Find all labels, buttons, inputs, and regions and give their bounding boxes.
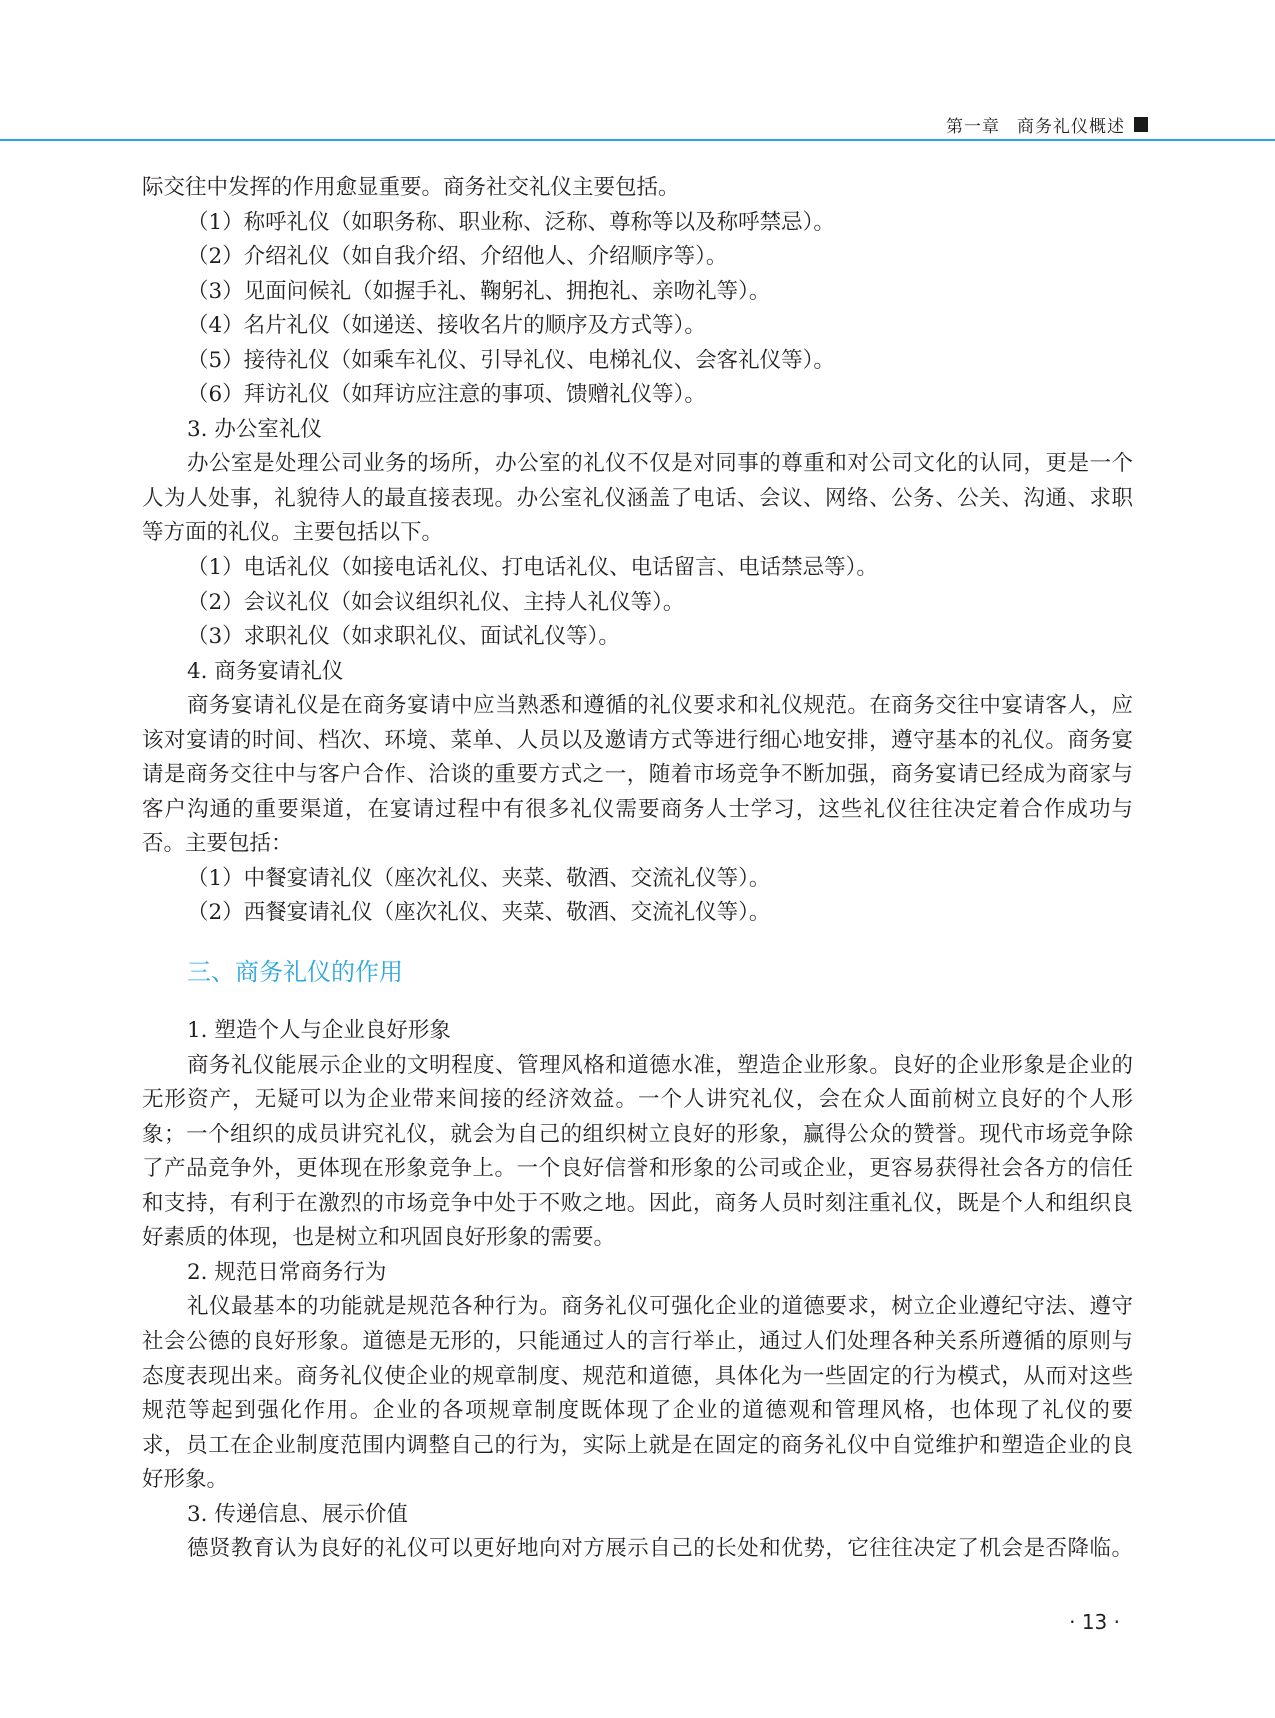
paragraph-line: 社会公德的良好形象。道德是无形的，只能通过人的言行举止，通过人们处理各种关系所遵循的原则与 (142, 1328, 1133, 1354)
paragraph-line: 商务礼仪能展示企业的文明程度、管理风格和道德水准，塑造企业形象。良好的企业形象是企业的 (187, 1052, 1133, 1078)
paragraph-line: 好素质的体现，也是树立和巩固良好形象的需要。 (142, 1225, 616, 1251)
list-item: （1）电话礼仪（如接电话礼仪、打电话礼仪、电话留言、电话禁忌等）。 (187, 555, 878, 581)
banquet-etiquette-block (142, 655, 1133, 931)
paragraph-continued (142, 171, 1133, 206)
paragraph-line: 否。主要包括： (142, 831, 293, 857)
page-body (142, 171, 1133, 1567)
chapter-label: 第一章 (946, 116, 1000, 137)
paragraph-line: 礼仪最基本的功能就是规范各种行为。商务礼仪可强化企业的道德要求，树立企业遵纪守法、遵守 (187, 1294, 1133, 1320)
subsection-heading: 2. 规范日常商务行为 (187, 1259, 387, 1285)
chapter-title: 商务礼仪概述 (1017, 116, 1125, 137)
list-item: （3）见面问候礼（如握手礼、鞠躬礼、拥抱礼、亲吻礼等）。 (187, 278, 771, 304)
paragraph-line: 德贤教育认为良好的礼仪可以更好地向对方展示自己的长处和优势，它往往决定了机会是否降临。 (187, 1536, 1133, 1562)
list-item: （1）称呼礼仪（如职务称、职业称、泛称、尊称等以及称呼禁忌）。 (187, 209, 835, 235)
paragraph-line: 等方面的礼仪。主要包括以下。 (142, 520, 444, 546)
paragraph-line: 客户沟通的重要渠道，在宴请过程中有很多礼仪需要商务人士学习，这些礼仪往往决定着合作成功与 (142, 796, 1133, 822)
paragraph-line: 了产品竞争外，更体现在形象竞争上。一个良好信誉和形象的公司或企业，更容易获得社会各方的信任 (142, 1156, 1133, 1182)
office-etiquette-block (142, 413, 1133, 655)
paragraph-line: 商务宴请礼仪是在商务宴请中应当熟悉和遵循的礼仪要求和礼仪规范。在商务交往中宴请客人，应 (187, 693, 1133, 719)
list-item: （6）拜访礼仪（如拜访应注意的事项、馈赠礼仪等）。 (187, 382, 706, 408)
paragraph-line: 办公室是处理公司业务的场所，办公室的礼仪不仅是对同事的尊重和对公司文化的认同，更是一个 (187, 451, 1133, 477)
subsection-heading: 1. 塑造个人与企业良好形象 (187, 1018, 451, 1044)
header-square-marker (1134, 117, 1148, 132)
section-heading: 三、商务礼仪的作用 (187, 958, 403, 987)
list-item: （5）接待礼仪（如乘车礼仪、引导礼仪、电梯礼仪、会客礼仪等）。 (187, 347, 835, 373)
value-display-block (142, 1498, 1133, 1567)
paragraph-line: 求，员工在企业制度范围内调整自己的行为，实际上就是在固定的商务礼仪中自觉维护和塑造企业的良 (142, 1432, 1133, 1458)
paragraph-line: 规范等起到强化作用。企业的各项规章制度既体现了企业的道德观和管理风格，也体现了礼仪的要 (142, 1398, 1133, 1424)
list-item: （4）名片礼仪（如递送、接收名片的顺序及方式等）。 (187, 313, 706, 339)
list-item: （2）西餐宴请礼仪（座次礼仪、夹菜、敬酒、交流礼仪等）。 (187, 900, 771, 926)
list-item: （2）介绍礼仪（如自我介绍、介绍他人、介绍顺序等）。 (187, 244, 728, 270)
list-item: （2）会议礼仪（如会议组织礼仪、主持人礼仪等）。 (187, 589, 685, 615)
paragraph-line: 态度表现出来。商务礼仪使企业的规章制度、规范和道德，具体化为一些固定的行为模式，从而对这些 (142, 1363, 1133, 1389)
list-item: （1）中餐宴请礼仪（座次礼仪、夹菜、敬酒、交流礼仪等）。 (187, 865, 771, 891)
paragraph-line: 和支持，有利于在激烈的市场竞争中处于不败之地。因此，商务人员时刻注重礼仪，既是个人和组织良 (142, 1190, 1133, 1216)
header-rule (0, 139, 1275, 141)
paragraph-line: 人为人处事，礼貌待人的最直接表现。办公室礼仪涵盖了电话、会议、网络、公务、公关、沟通、求职 (142, 485, 1133, 511)
image-building-block (142, 1014, 1133, 1256)
social-etiquette-list (142, 206, 1133, 413)
subsection-heading: 4. 商务宴请礼仪 (187, 658, 344, 684)
behavior-norms-block (142, 1256, 1133, 1498)
paragraph-line: 该对宴请的时间、档次、环境、菜单、人员以及邀请方式等进行细心地安排，遵守基本的礼仪。商务宴 (142, 727, 1133, 753)
paragraph-line: 好形象。 (142, 1467, 229, 1493)
list-item: （3）求职礼仪（如求职礼仪、面试礼仪等）。 (187, 624, 620, 650)
paragraph-line: 象；一个组织的成员讲究礼仪，就会为自己的组织树立良好的形象，赢得公众的赞誉。现代市场竞争除 (142, 1121, 1133, 1147)
subsection-heading: 3. 传递信息、展示价值 (187, 1501, 408, 1527)
paragraph-line: 际交往中发挥的作用愈显重要。商务社交礼仪主要包括。 (142, 175, 680, 200)
paragraph-line: 请是商务交往中与客户合作、洽谈的重要方式之一，随着市场竞争不断加强，商务宴请已经成为商家与 (142, 762, 1133, 788)
page-number: · 13 · (1069, 1610, 1120, 1634)
running-header (946, 112, 1148, 136)
paragraph-line: 无形资产，无疑可以为企业带来间接的经济效益。一个人讲究礼仪，会在众人面前树立良好的个人形 (142, 1087, 1133, 1113)
subsection-heading: 3. 办公室礼仪 (187, 416, 322, 442)
